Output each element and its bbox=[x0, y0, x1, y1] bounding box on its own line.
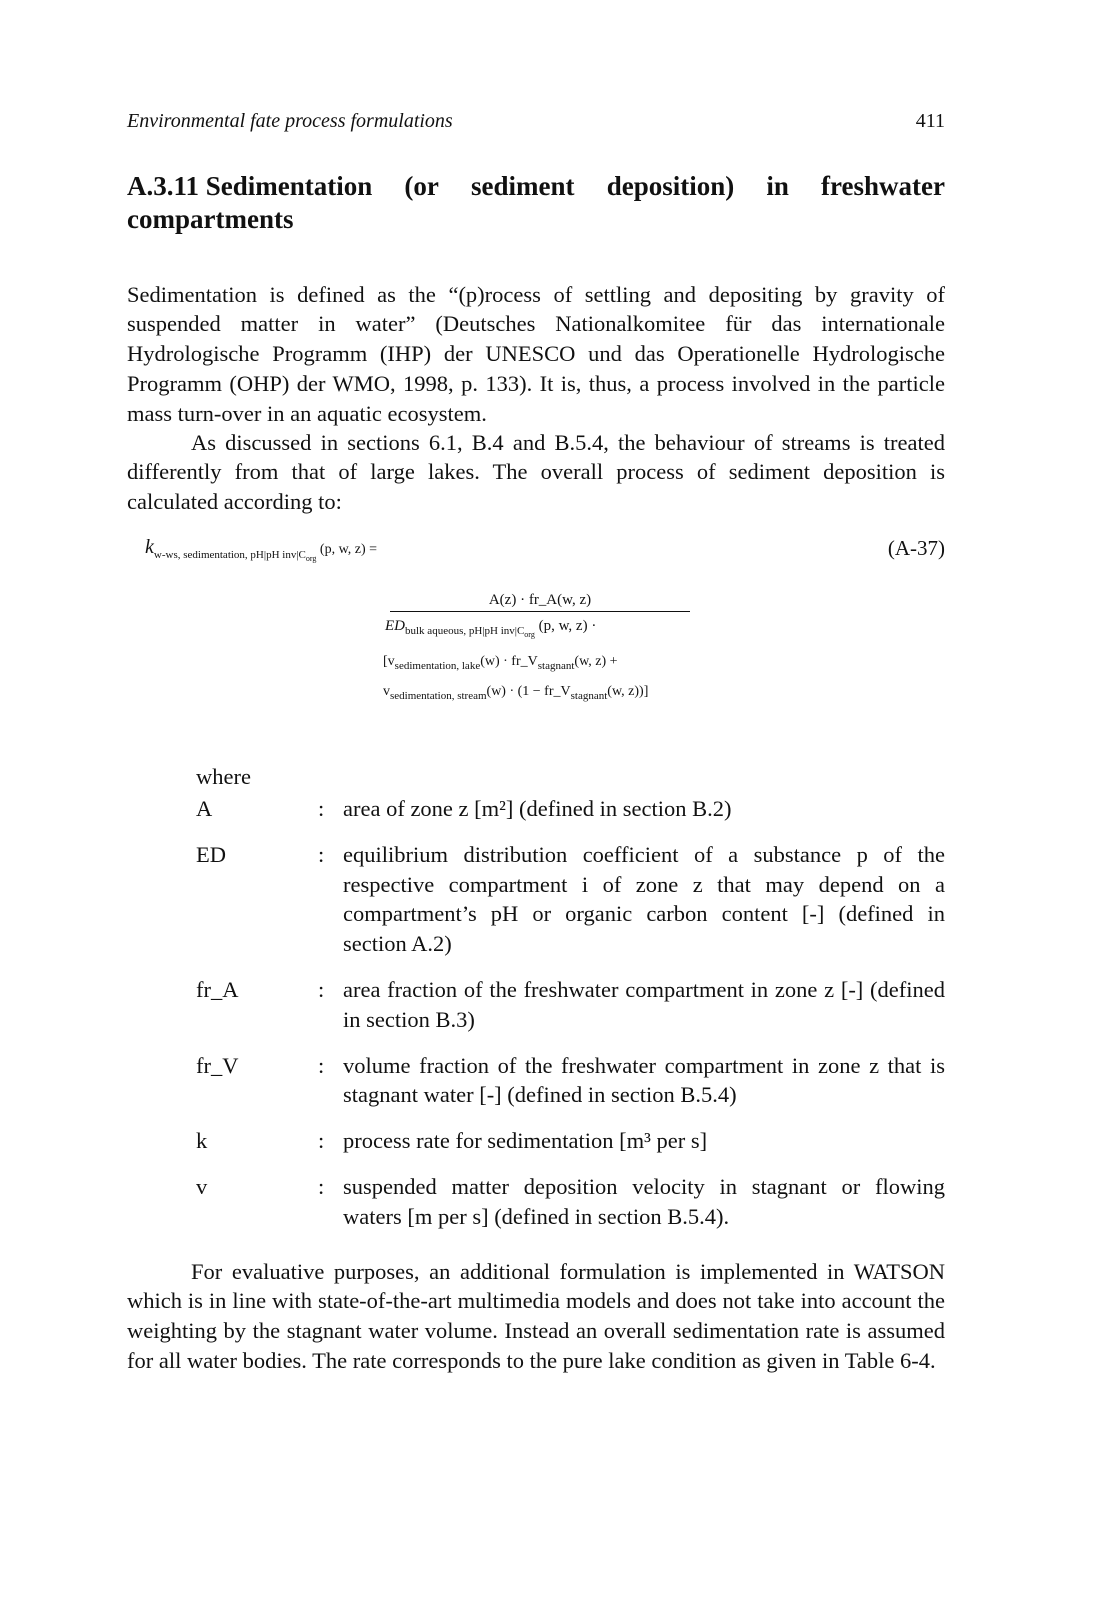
equation-line4-sub2: stagnant bbox=[570, 690, 608, 702]
definition-term: k bbox=[196, 1128, 208, 1154]
equation-lhs bbox=[145, 536, 377, 563]
paragraph-sedimentation-definition: Sedimentation is defined as the “(p)rocess of settling and depositing by gravity of suspended matter in water” (Deutsches Nationalkomitee für das internationale Hydrologische Programm (IHP) der UNESCO und das Operationelle Hydrologische Programm (OHP) der WMO, 1998, p. 133). It is, thus, a process involved in the particle mass turn-over in an aquatic ecosystem. bbox=[127, 281, 945, 426]
definition-colon: : bbox=[318, 1052, 325, 1078]
equation-ed-subscript-org: org bbox=[524, 630, 535, 639]
definition-list bbox=[196, 794, 956, 1232]
definition-row bbox=[196, 1126, 956, 1156]
section-heading-line2: compartments bbox=[127, 204, 294, 234]
section-heading bbox=[127, 170, 945, 236]
equation-line4-end: (w, z))] bbox=[607, 684, 649, 699]
definition-text: equilibrium distribution coefficient of a substance p of the respective compartment i of zone z that may depend on a compartment’s pH or organic carbon content [-] (defined in section A.2) bbox=[343, 841, 945, 957]
definition-colon: : bbox=[318, 1128, 325, 1154]
definition-row bbox=[196, 1172, 956, 1232]
equation-line3 bbox=[383, 654, 618, 672]
equation-line4 bbox=[383, 684, 648, 702]
definition-text: process rate for sedimentation [m³ per s] bbox=[343, 1128, 708, 1154]
paragraph-streams-lakes: As discussed in sections 6.1, B.4 and B.5.4, the behaviour of streams is treated differently from that of large lakes. The overall process of sediment deposition is calculated according to: bbox=[127, 429, 945, 515]
heading-word: A.3.11 Sedimentation bbox=[127, 171, 373, 201]
definition-row bbox=[196, 975, 956, 1035]
equation-k-subscript bbox=[154, 549, 317, 561]
equation-line3-sub2: stagnant bbox=[537, 660, 575, 672]
definition-colon: : bbox=[318, 1173, 325, 1199]
definition-term: ED bbox=[196, 841, 226, 867]
definition-term: fr_A bbox=[196, 976, 239, 1002]
definition-colon: : bbox=[318, 796, 325, 821]
running-head-title: Environmental fate process formulations bbox=[127, 110, 453, 132]
where-label: where bbox=[196, 764, 251, 789]
definition-text: suspended matter deposition velocity in stagnant or flowing waters [m per s] (defined in section B.5.4). bbox=[343, 1173, 945, 1229]
equation-denominator bbox=[385, 618, 596, 639]
heading-word: freshwater bbox=[821, 171, 945, 201]
equation-line3-end: (w, z) + bbox=[574, 654, 618, 669]
equation-line3-mid: (w) · fr_V bbox=[480, 654, 538, 669]
equation-line3-sub1: sedimentation, lake bbox=[394, 660, 481, 672]
equation-k-subscript-text: w-ws, sedimentation, pH|pH inv|C bbox=[153, 549, 306, 561]
definition-text: volume fraction of the freshwater compartment in zone z that is stagnant water [-] (defined in section B.5.4) bbox=[343, 1052, 945, 1108]
equation-number: (A-37) bbox=[887, 536, 945, 560]
heading-word: deposition) bbox=[606, 171, 735, 201]
page-number: 411 bbox=[915, 110, 945, 132]
equation-k-subscript-org: org bbox=[305, 554, 317, 563]
equation-line4-mid: (w) · (1 − fr_V bbox=[486, 684, 571, 699]
definition-text: area fraction of the freshwater compartment in zone z [-] (defined in section B.3) bbox=[343, 976, 945, 1032]
definition-row bbox=[196, 840, 956, 959]
running-head bbox=[127, 110, 945, 140]
equation-ed-subscript-text: bulk aqueous, pH|pH inv|C bbox=[405, 625, 525, 637]
paragraph-evaluative-purposes: For evaluative purposes, an additional formulation is implemented in WATSON which is in line with state-of-the-art multimedia models and does not take into account the weighting by the stagnant water volume. Instead an overall sedimentation rate is assumed for all water bodies. The rate corresponds to the pure lake condition as given in Table 6-4. bbox=[127, 1258, 945, 1373]
definition-term: v bbox=[196, 1173, 208, 1199]
heading-word: sediment bbox=[471, 171, 575, 201]
equation-ed-symbol: ED bbox=[385, 618, 405, 634]
definition-term: A bbox=[196, 796, 213, 821]
definition-text: area of zone z [m²] (defined in section B.2) bbox=[343, 796, 732, 821]
equation-dot: · bbox=[591, 618, 597, 634]
heading-word: (or bbox=[404, 171, 439, 201]
definition-row bbox=[196, 794, 956, 824]
equation-lhs-args: (p, w, z) = bbox=[319, 542, 378, 557]
equation-line3-open: [v bbox=[383, 654, 395, 669]
equation-ed-subscript bbox=[405, 625, 535, 637]
equation-numerator: A(z) · fr_A(w, z) bbox=[390, 592, 690, 612]
definition-colon: : bbox=[318, 841, 325, 867]
equation-ed-args: (p, w, z) bbox=[538, 618, 588, 634]
section-heading-line1 bbox=[127, 170, 945, 203]
equation-line4-v: v bbox=[383, 684, 390, 699]
heading-word: in bbox=[766, 171, 789, 201]
equation-line4-sub1: sedimentation, stream bbox=[390, 690, 487, 702]
definition-colon: : bbox=[318, 976, 325, 1002]
equation-k-symbol: k bbox=[145, 536, 154, 558]
equation-a37 bbox=[0, 520, 1095, 720]
definition-term: fr_V bbox=[196, 1052, 239, 1078]
definition-row bbox=[196, 1051, 956, 1111]
